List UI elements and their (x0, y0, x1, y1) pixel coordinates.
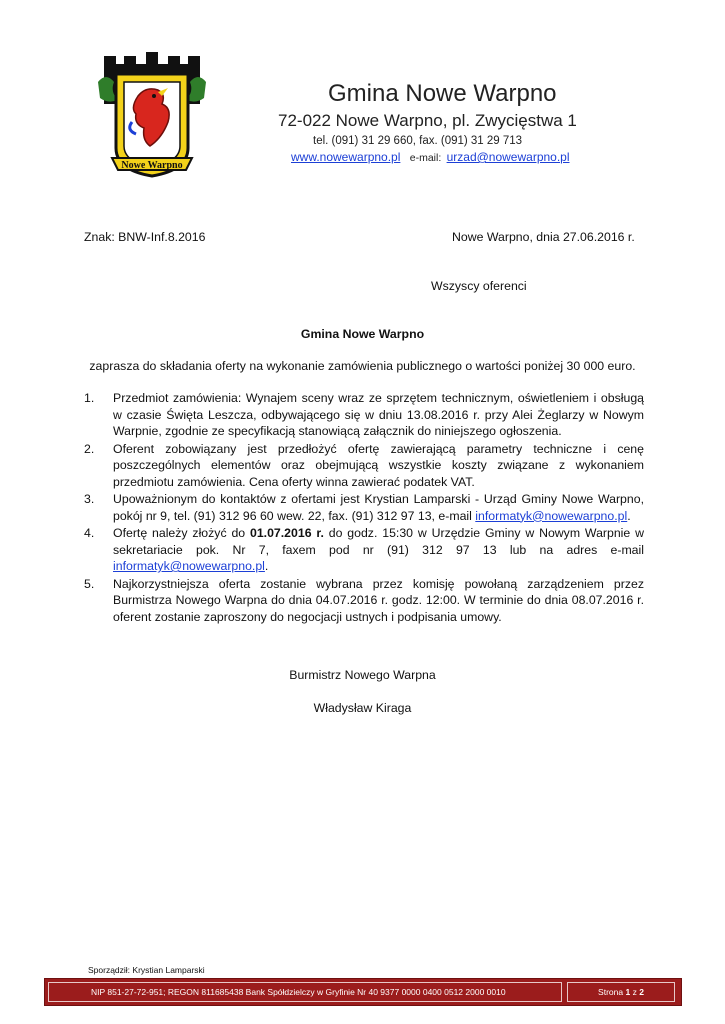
submission-email-link[interactable]: informatyk@nowewarpno.pl (113, 559, 265, 573)
footer-bar (44, 978, 682, 1006)
page-label: Strona (598, 987, 624, 997)
conditions-list (84, 390, 644, 626)
list-item-text: Przedmiot zamówienia: Wynajem sceny wraz ze sprzętem technicznym, oświetleniem i obsługą w czasie Święta Leszcza, odbywającego się w dniu 13.08.2016 r. przy Alei Żeglarzy w Nowym Warpnie, zgodnie ze specyfikacją stanowiącą załącznik do niniejszego ogłoszenia. (113, 391, 644, 438)
footer-info: NIP 851-27-72-951; REGON 811685438 Bank Spółdzielczy w Gryfinie Nr 40 9377 0000 0400 0512 2000 0010 (91, 987, 506, 997)
list-item-punct: . (627, 508, 631, 523)
document-date: Nowe Warpno, dnia 27.06.2016 r. (452, 230, 635, 244)
contact-email-link[interactable]: informatyk@nowewarpno.pl (475, 508, 628, 523)
coat-of-arms-logo (96, 52, 208, 186)
header-phone: tel. (091) 31 29 660, fax. (091) 31 29 713 (313, 135, 523, 147)
list-item (84, 441, 644, 491)
list-item-number: 3. (84, 492, 95, 506)
list-item-text: Ofertę należy złożyć do (113, 526, 250, 540)
list-item-number: 5. (84, 576, 95, 591)
list-item-text: Upoważnionym do kontaktów z ofertami jest Krystian Lamparski - Urząd Gminy Nowe Warpno, pokój nr 9, tel. (91) 312 96 60 wew. 22, fax. (91) 312 97 13, e-mail (113, 492, 644, 523)
list-item-text-wrap (113, 525, 644, 575)
list-item-number: 4. (84, 526, 95, 540)
crest-ribbon-text: Nowe Warpno (121, 160, 183, 171)
signature-name: Władysław Kiraga (313, 701, 412, 715)
footer-info-box (48, 982, 562, 1002)
crest-icon (96, 52, 208, 186)
list-item (84, 576, 644, 626)
body-intro: zaprasza do składania oferty na wykonanie zamówienia publicznego o wartości poniżej 30 000 euro. (89, 359, 636, 373)
list-item-text-wrap (113, 491, 644, 524)
list-item-punct: . (264, 559, 269, 573)
website-link[interactable]: www.nowewarpno.pl (291, 150, 401, 164)
list-item-text: Oferent zobowiązany jest przedłożyć ofertę zawierającą parametry techniczne i cenę poszczególnych elementów oraz obejmującą wszystkie koszty związane z wykonaniem przedmiotu zamówienia. Cena oferty winna zawierać podatek VAT. (113, 441, 644, 489)
page-total: 2 (639, 987, 644, 997)
email-label: e-mail: (409, 152, 442, 164)
page-sep: z (632, 987, 637, 997)
reference-number: Znak: BNW-Inf.8.2016 (84, 230, 206, 244)
header-address: 72-022 Nowe Warpno, pl. Zwycięstwa 1 (278, 111, 577, 130)
list-item-text: do godz. 15:30 w Urzędzie Gminy w Nowym Warpnie w sekretariacie pok. Nr 7, faxem pod nr (91) 312 97 13 lub na adres e-mail (113, 526, 644, 557)
footer-page-box (567, 982, 675, 1002)
list-item (84, 491, 644, 524)
signature-role: Burmistrz Nowego Warpna (289, 668, 436, 682)
list-item (84, 390, 644, 440)
page-indicator (568, 983, 674, 1001)
body-heading: Gmina Nowe Warpno (300, 327, 425, 341)
list-item-text: Najkorzystniejsza oferta zostanie wybrana przez komisję powołaną zarządzeniem przez Burmistrza Nowego Warpna do dnia 04.07.2016 r. godz. 12:00. W terminie do dnia 08.07.2016 r. oferent zostanie zaproszony do negocjacji ustnych i podpisania umowy. (113, 576, 644, 624)
header-contacts (291, 150, 570, 164)
list-item (84, 525, 644, 575)
list-item-number: 1. (84, 391, 95, 405)
deadline-date: 01.07.2016 r. (249, 526, 324, 540)
list-item-number: 2. (84, 441, 95, 456)
header-title: Gmina Nowe Warpno (328, 80, 557, 107)
email-link[interactable]: urzad@nowewarpno.pl (446, 150, 570, 164)
page-current: 1 (625, 987, 631, 997)
recipient: Wszyscy oferenci (431, 279, 527, 293)
prepared-by: Sporządził: Krystian Lamparski (88, 965, 205, 975)
